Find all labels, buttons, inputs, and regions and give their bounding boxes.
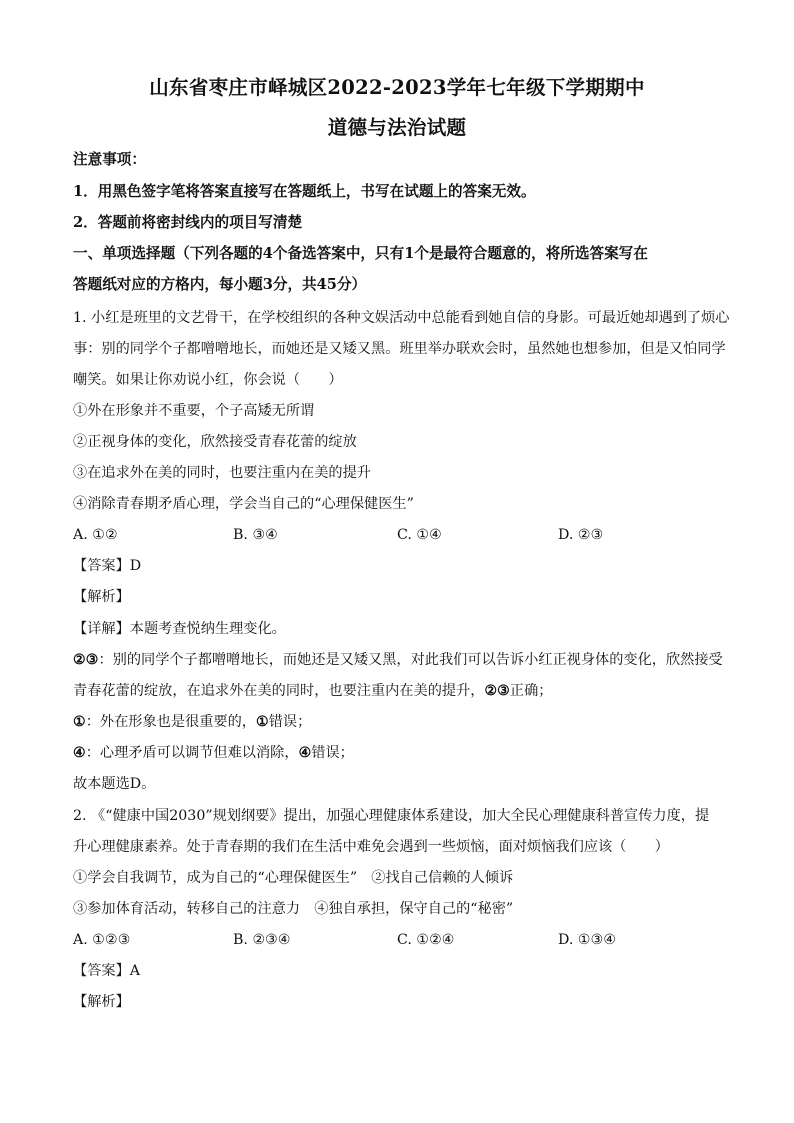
notice-heading: 注意事项：: [73, 151, 146, 168]
page-subtitle: 道德与法治试题: [327, 116, 467, 139]
q1-explanation-3: [73, 743, 723, 763]
q2-stem-line1: 2. 《“健康中国2030”规划纲要》提出，加强心理健康体系建设，加大全民心理健康科普宣传力度，提: [73, 808, 710, 824]
notice-item-1: 1．用黑色签字笔将答案直接写在答题纸上，书写在试题上的答案无效。: [73, 183, 536, 200]
notice-item-2: 2．答题前将密封线内的项目写清楚: [73, 214, 303, 231]
answer-tag: 【答案】: [73, 558, 130, 574]
statement-marker: ④: [73, 745, 86, 761]
q1-statement-4: ④消除青春期矛盾心理，学会当自己的“心理保健医生”: [73, 496, 414, 512]
explanation-text: 错误；: [268, 714, 312, 730]
statement-marker: ④: [298, 745, 312, 761]
q1-stem-line3: 嘲笑。如果让你劝说小红，你会说（ ）: [73, 372, 343, 388]
q1-explanation-1: [73, 650, 723, 670]
q1-option-d: D. ②③: [558, 527, 604, 543]
page-title: 山东省枣庄市峄城区2022-2023学年七年级下学期期中: [149, 76, 645, 99]
answer-value: A: [129, 963, 141, 979]
statement-marker: ①: [73, 714, 86, 730]
q2-option-d: D. ①③④: [558, 932, 617, 948]
q1-stem-line1: 1. 小红是班里的文艺骨干，在学校组织的各种文娱活动中总能看到她自信的身影。可最近她却遇到了烦心: [73, 310, 730, 326]
q1-conclusion: 故本题选D。: [73, 776, 156, 792]
q2-option-a: A. ①②③: [73, 932, 131, 948]
explanation-text: ：心理矛盾可以调节但难以消除，: [85, 745, 299, 761]
q1-option-c: C. ①④: [397, 527, 442, 543]
answer-value: D: [129, 558, 142, 574]
explanation-text: ：别的同学个子都噌噌地长，而她还是又矮又黑，对此我们可以告诉小红正视身体的变化，欣然接受: [98, 652, 723, 668]
explanation-text: 正确；: [509, 683, 553, 699]
q1-explanation-1b: [73, 681, 723, 701]
q1-detail: [73, 619, 723, 639]
q2-statements-3-4: ③参加体育活动，转移自己的注意力 ④独自承担，保守自己的“秘密”: [73, 901, 514, 917]
q1-explanation-2: [73, 712, 723, 732]
explanation-text: 青春花蕾的绽放，在追求外在美的同时，也要注重内在美的提升，: [73, 683, 485, 699]
q1-statement-3: ③在追求外在美的同时，也要注重内在美的提升: [73, 465, 371, 481]
answer-tag: 【答案】: [73, 963, 130, 979]
q2-option-c: C. ①②④: [397, 932, 455, 948]
explanation-text: ：外在形象也是很重要的，: [85, 714, 256, 730]
q2-analysis-tag: 【解析】: [73, 994, 130, 1010]
q1-option-a: A. ①②: [73, 527, 118, 543]
q2-option-b: B. ②③④: [233, 932, 291, 948]
q2-statements-1-2: ①学会自我调节，成为自己的“心理保健医生” ②找自己信赖的人倾诉: [73, 870, 514, 886]
statement-marker: ①: [256, 714, 269, 730]
section-heading-line1: 一、单项选择题（下列各题的4个备选答案中，只有1个是最符合题意的，将所选答案写在: [73, 245, 648, 262]
q1-statement-2: ②正视身体的变化，欣然接受青春花蕾的绽放: [73, 434, 357, 450]
detail-text: 本题考查悦纳生理变化。: [129, 621, 286, 637]
statement-marker: ②③: [484, 683, 510, 699]
q1-answer: [73, 556, 723, 576]
detail-tag: 【详解】: [73, 621, 130, 637]
q2-answer: [73, 961, 723, 981]
q1-stem-line2: 事：别的同学个子都噌噌地长，而她还是又矮又黑。班里举办联欢会时，虽然她也想参加，但是又怕同学: [73, 341, 726, 357]
explanation-text: 错误；: [311, 745, 354, 761]
q1-statement-1: ①外在形象并不重要，个子高矮无所谓: [73, 403, 315, 419]
q1-analysis-tag: 【解析】: [73, 589, 130, 605]
q2-stem-line2: 升心理健康素养。处于青春期的我们在生活中难免会遇到一些烦恼，面对烦恼我们应该（ ）: [73, 839, 669, 855]
statement-marker: ②③: [73, 652, 99, 668]
section-heading-line2: 答题纸对应的方格内，每小题3分，共45分）: [73, 276, 367, 293]
q1-option-b: B. ③④: [233, 527, 278, 543]
